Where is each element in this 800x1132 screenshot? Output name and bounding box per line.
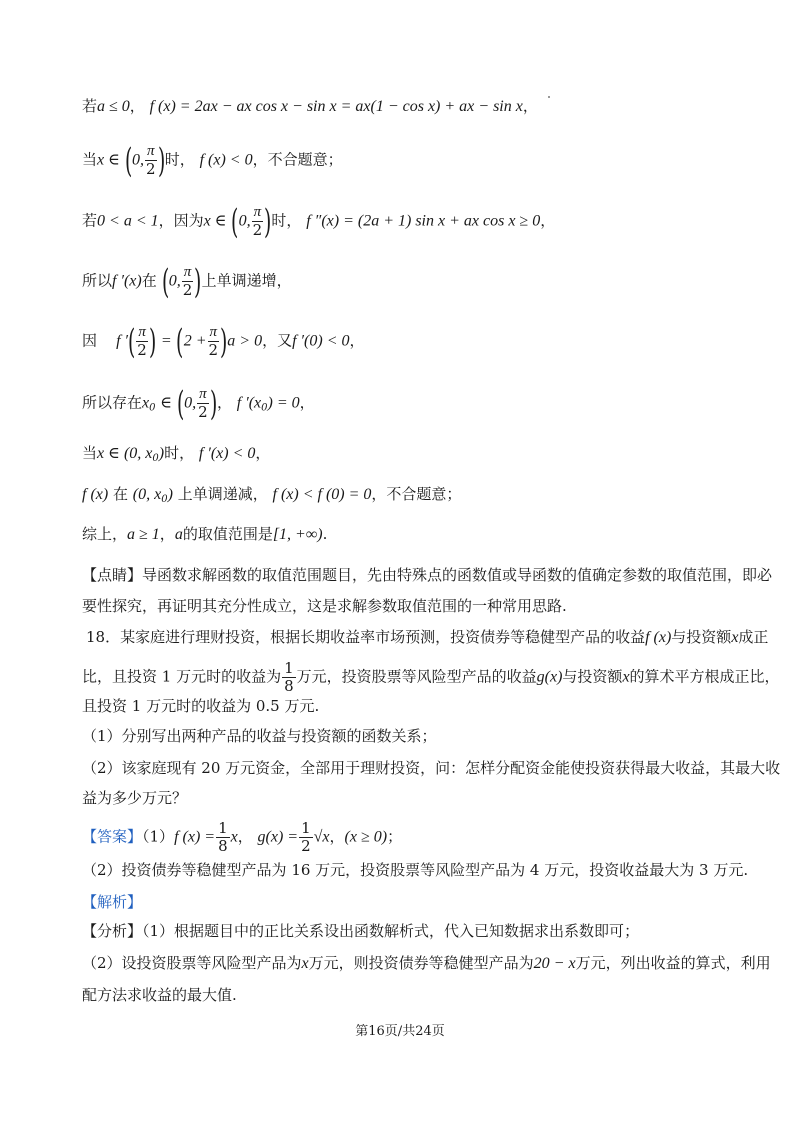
text: 在	[112, 485, 128, 503]
text: ，不合题意；	[371, 485, 462, 503]
numerator: π	[209, 324, 218, 340]
text: （2）该家庭现有 20 万元资金，全部用于理财投资，问：怎样分配资金能使投资获得最大收益，其最大收	[82, 759, 781, 777]
scan-speck	[548, 96, 550, 98]
text: 时，	[164, 444, 195, 462]
math: x ∈ (0, x	[97, 445, 153, 462]
numerator: π	[253, 204, 262, 220]
text: 且投资 1 万元时的收益为 0.5 万元.	[82, 697, 320, 715]
math: ) = 0	[267, 394, 300, 412]
text: 当	[82, 444, 98, 462]
denominator: 2	[198, 403, 208, 421]
text: （1）	[142, 827, 175, 846]
math: 2 +	[183, 332, 207, 350]
text: （1）根据题目中的正比关系设出函数解析式，代入已知数据求出系数即可；	[142, 922, 640, 940]
left-paren: (	[124, 140, 133, 181]
q18-line-3	[82, 696, 319, 716]
right-paren: )	[157, 140, 165, 181]
text: ，因为	[158, 211, 204, 230]
text: 在	[141, 271, 157, 290]
page-footer: 第16页/共24页	[355, 1024, 445, 1039]
jiexi-tag: 【解析】	[82, 893, 143, 911]
q18-line-2	[82, 660, 780, 695]
text: 与投资额	[671, 628, 732, 646]
text: ，	[255, 444, 271, 462]
math: 0,	[238, 212, 251, 230]
math: f ′(x)	[112, 272, 142, 290]
math: f ′(x) < 0	[198, 445, 256, 462]
text: （2）投资债券等稳健型产品为 16 万元，投资股票等风险型产品为 4 万元，投资收益最大为 3 万元.	[82, 861, 749, 879]
text: ，	[216, 393, 232, 412]
text: ，不合题意；	[252, 150, 343, 169]
math: x ∈	[203, 212, 227, 230]
text: 综上，	[82, 525, 128, 543]
text: 万元，列出收益的算式，利用	[575, 954, 771, 972]
math: f (x)	[645, 629, 672, 646]
math: (x ≥ 0)	[344, 828, 388, 846]
line-2	[82, 140, 343, 181]
math: x ∈	[97, 151, 120, 169]
jiexi-line	[82, 892, 142, 912]
math: 0 < a < 1	[97, 212, 159, 230]
fraction	[282, 660, 296, 695]
text: ；	[387, 827, 403, 846]
text: 时，	[164, 150, 195, 169]
denominator: 2	[137, 341, 147, 359]
text: .	[322, 525, 328, 543]
numerator: π	[147, 143, 155, 159]
left-paren: (	[128, 321, 136, 362]
text: 导函数求解函数的取值范围题目，先由特殊点的函数值或导函数的值确定参数的取值范围，即必	[142, 566, 773, 584]
denominator: 8	[218, 837, 228, 855]
denominator: 2	[208, 341, 219, 359]
math: f (x)	[82, 486, 109, 503]
dianjing-line-2	[82, 596, 567, 616]
right-paren: )	[148, 321, 157, 362]
denominator: 2	[146, 160, 156, 178]
text: 当	[82, 150, 98, 169]
math: x	[622, 668, 630, 686]
math: a > 0	[227, 332, 263, 350]
math: [1, +∞)	[272, 526, 323, 543]
math: x	[301, 955, 309, 972]
math: f ′(x	[236, 394, 262, 412]
text: ，	[159, 525, 175, 543]
right-paren: )	[209, 383, 217, 424]
text: 要性探究，再证明其充分性成立，这是求解参数取值范围的一种常用思路.	[82, 597, 567, 615]
math: ∈	[160, 394, 173, 412]
math: 20 − x	[533, 955, 576, 972]
fraction	[208, 324, 220, 359]
text: 18．某家庭进行理财投资，根据长期收益率市场预测，投资债券等稳健型产品的收益	[86, 628, 646, 646]
text: 上单调递减，	[177, 485, 268, 503]
line-7	[82, 443, 270, 469]
math: 0,	[132, 151, 145, 169]
math: =	[160, 332, 172, 350]
answer-line-1	[82, 820, 402, 855]
fraction	[182, 264, 194, 299]
q18-sub-1	[82, 726, 437, 746]
text: 的算术平方根成正比，	[629, 667, 780, 686]
text: 益为多少万元？	[82, 789, 188, 807]
subscript: 0	[152, 453, 159, 464]
math: )	[167, 486, 173, 503]
fraction	[145, 143, 157, 178]
text: 的取值范围是	[182, 525, 273, 543]
q18-line-1	[86, 627, 768, 648]
fraction	[197, 386, 209, 421]
line-9	[82, 524, 327, 545]
text: 时，	[271, 211, 302, 230]
math: (0, x	[132, 486, 162, 503]
dianjing-tag: 【点睛】	[82, 566, 143, 584]
text: ，	[522, 97, 538, 115]
text: 成正	[738, 628, 769, 646]
fraction	[252, 204, 264, 239]
line-1	[82, 96, 538, 117]
math: g(x)	[536, 668, 563, 686]
line-8	[82, 484, 461, 510]
fraction	[136, 324, 148, 359]
math: x	[230, 828, 238, 846]
subscript: 0	[149, 402, 156, 414]
subscript: 0	[261, 402, 268, 414]
math: f (x) < f (0) = 0	[272, 486, 372, 503]
denominator: 8	[284, 677, 294, 695]
line-4	[82, 261, 292, 302]
q18-sub-2-cont	[82, 788, 187, 808]
text: 与投资额	[562, 667, 623, 686]
dianjing-line-1	[82, 565, 772, 585]
math: √x	[313, 828, 330, 846]
math: a	[174, 526, 183, 543]
numerator: 1	[218, 819, 228, 837]
denominator: 2	[182, 281, 193, 299]
text: ，	[129, 97, 145, 115]
answer-tag: 【答案】	[82, 827, 143, 846]
text: ，	[329, 827, 345, 846]
text: ，	[237, 827, 253, 846]
text: ，又	[262, 331, 293, 350]
answer-line-2	[82, 860, 748, 880]
text: 配方法求收益的最大值.	[82, 986, 237, 1004]
text: （2）设投资股票等风险型产品为	[82, 954, 302, 972]
text: ，	[349, 331, 365, 350]
math: x	[142, 394, 150, 412]
numerator: π	[138, 324, 146, 340]
right-paren: )	[194, 261, 202, 302]
right-paren: )	[220, 321, 228, 362]
math: f (x) = 2ax − ax cos x − sin x = ax(1 − cos x) + ax − sin x	[149, 98, 523, 115]
numerator: 1	[301, 819, 311, 837]
numerator: π	[183, 264, 192, 280]
left-paren: (	[176, 383, 185, 424]
fenxi-line-2	[82, 953, 771, 974]
q18-sub-2	[82, 758, 780, 778]
fraction	[299, 820, 313, 855]
subscript: 0	[161, 494, 168, 505]
math: a ≥ 1	[127, 526, 160, 543]
text: 上单调递增，	[201, 271, 292, 290]
math: )	[158, 445, 165, 462]
line-5	[82, 321, 365, 362]
numerator: 1	[284, 659, 294, 677]
math: 0,	[184, 394, 197, 412]
text: 若	[82, 97, 98, 115]
left-paren: (	[176, 321, 184, 362]
text: 比，且投资 1 万元时的收益为	[82, 667, 282, 686]
denominator: 2	[301, 837, 311, 855]
math: 0,	[168, 272, 181, 290]
right-paren: )	[264, 201, 272, 242]
text: 万元，则投资债券等稳健型产品为	[308, 954, 534, 972]
numerator: π	[199, 386, 207, 402]
text: 因	[82, 331, 98, 350]
left-paren: (	[161, 261, 169, 302]
left-paren: (	[231, 201, 239, 242]
text: ，	[540, 211, 556, 230]
fraction	[216, 820, 230, 855]
text: （1）分别写出两种产品的收益与投资额的函数关系；	[82, 727, 437, 745]
text: 所以存在	[82, 393, 143, 412]
math: f (x) =	[174, 828, 216, 846]
line-3	[82, 201, 556, 242]
text: 万元，投资股票等风险型产品的收益	[296, 667, 537, 686]
text: ，	[299, 393, 315, 412]
math: f ′	[116, 332, 129, 350]
text: 所以	[82, 271, 113, 290]
fenxi-line-1	[82, 921, 639, 941]
text: 若	[82, 211, 98, 230]
math: f ″(x) = (2a + 1) sin x + ax cos x ≥ 0	[306, 212, 541, 230]
math: x	[731, 629, 739, 646]
math: f ′(0) < 0	[292, 332, 350, 350]
math: f (x) < 0	[199, 151, 253, 169]
fenxi-tag: 【分析】	[82, 922, 143, 940]
line-6	[82, 383, 315, 424]
math: a ≤ 0	[97, 98, 130, 115]
denominator: 2	[252, 221, 263, 239]
fenxi-line-3	[82, 985, 237, 1005]
math: g(x) =	[257, 828, 299, 846]
